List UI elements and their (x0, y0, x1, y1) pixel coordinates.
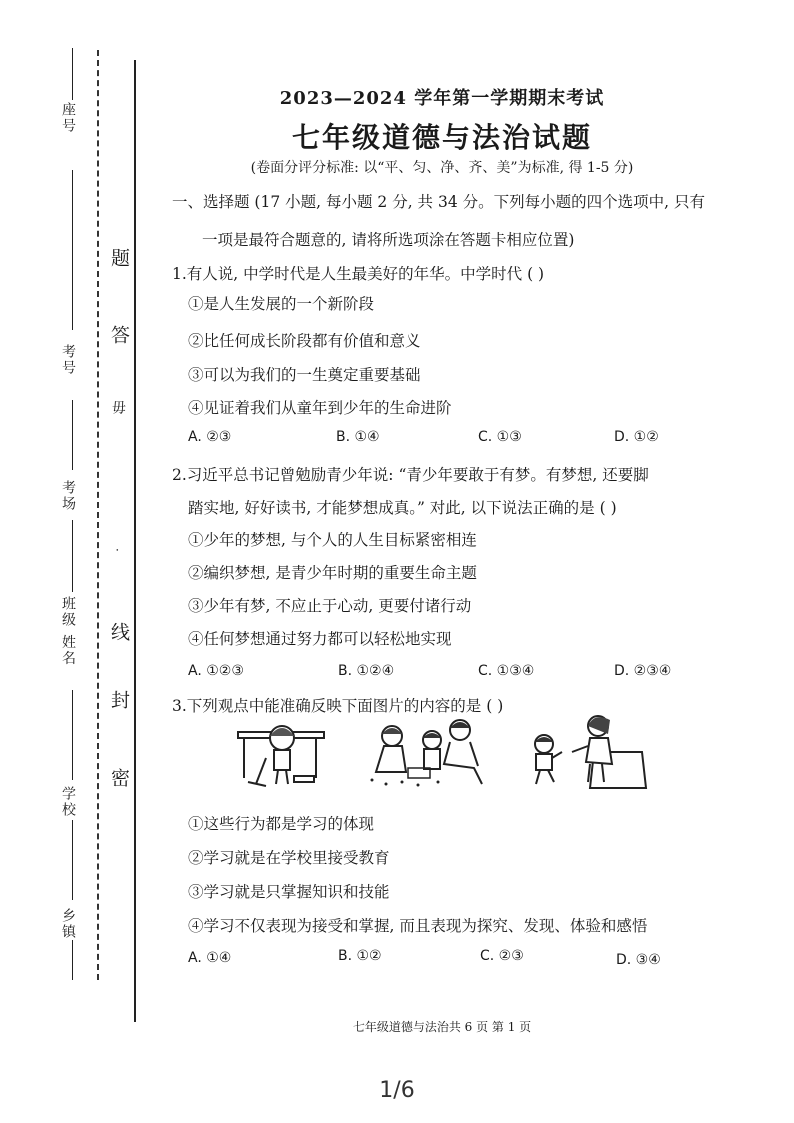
school-label: 学校 (60, 786, 76, 818)
q1-option-b[interactable]: B. ①④ (336, 429, 380, 445)
exam-title: 2023—2024 学年第一学期期末考试 (279, 88, 605, 109)
section-heading: 一、选择题 (17 小题, 每小题 2 分, 共 34 分。下列每小题的四个选项中, 只有 (172, 193, 705, 211)
q2-option-d[interactable]: D. ②③④ (614, 663, 672, 679)
q2-stem-cont: 踏实地, 好好读书, 才能梦想成真。” 对此, 以下说法正确的是 ( ) (188, 499, 617, 517)
q1-stem: 1.有人说, 中学时代是人生最美好的年华。中学时代 ( ) (172, 265, 545, 283)
exam-room-blank-line (72, 400, 73, 470)
exam-no-blank-line (72, 170, 73, 330)
exam-no-label: 考号 (60, 344, 76, 376)
q3-option-b[interactable]: B. ①② (338, 948, 382, 964)
class-name-label: 班级 姓名 (60, 596, 76, 667)
town-blank-line-bottom (72, 940, 73, 980)
section-heading-cont: 一项是最符合题意的, 请将所选项涂在答题卡相应位置) (202, 231, 575, 249)
seat-label: 座号 (60, 102, 76, 134)
q1-item-1: ①是人生发展的一个新阶段 (188, 295, 375, 313)
q1-option-d[interactable]: D. ①② (614, 429, 659, 445)
subject-title: 七年级道德与法治试题 (291, 121, 592, 154)
seal-char-xian: 线 (108, 622, 130, 641)
q2-stem: 2.习近平总书记曾勉励青少年说: “青少年要敢于有梦。有梦想, 还要脚 (172, 466, 649, 484)
q3-item-1: ①这些行为都是学习的体现 (188, 815, 375, 833)
q2-item-2: ②编织梦想, 是青少年时期的重要生命主题 (188, 564, 477, 582)
q2-item-1: ①少年的梦想, 与个人的人生目标紧密相连 (188, 531, 477, 549)
q1-option-a[interactable]: A. ②③ (188, 429, 232, 445)
q3-stem: 3.下列观点中能准确反映下面图片的内容的是 ( ) (172, 697, 504, 715)
q1-item-4: ④见证着我们从童年到少年的生命进阶 (188, 399, 452, 417)
child-sweeping-illustration (236, 718, 326, 790)
small-mark: · (110, 548, 124, 554)
q2-option-c[interactable]: C. ①③④ (478, 663, 535, 679)
seal-char-ti: 题 (108, 248, 130, 267)
q3-option-c[interactable]: C. ②③ (480, 948, 524, 964)
scoring-note: (卷面分评分标准: 以“平、匀、净、齐、美”为标准, 得 1-5 分) (250, 160, 634, 176)
seal-char-feng: 封 (108, 690, 130, 709)
exam-room-label: 考场 (60, 480, 76, 512)
page-indicator: 1/6 (379, 1078, 415, 1103)
q3-item-3: ③学习就是只掌握知识和技能 (188, 883, 390, 901)
seal-char-mi: 密 (108, 768, 130, 787)
q3-option-a[interactable]: A. ①④ (188, 950, 232, 966)
q1-option-c[interactable]: C. ①③ (478, 429, 522, 445)
q2-option-a[interactable]: A. ①②③ (188, 663, 244, 679)
q1-item-3: ③可以为我们的一生奠定重要基础 (188, 366, 421, 384)
seal-char-da: 答 (108, 325, 130, 344)
name-blank-line (72, 520, 73, 592)
school-blank-line (72, 690, 73, 780)
q1-item-2: ②比任何成长阶段都有价值和意义 (188, 332, 421, 350)
dashed-cut-line (97, 50, 99, 980)
margin-border-line (134, 60, 136, 1022)
family-crafting-illustration (362, 714, 492, 788)
q2-item-4: ④任何梦想通过努力都可以轻松地实现 (188, 630, 452, 648)
page-footer: 七年级道德与法治共 6 页 第 1 页 (352, 1020, 532, 1034)
town-blank-line (72, 820, 73, 900)
q3-item-4: ④学习不仅表现为接受和掌握, 而且表现为探究、发现、体验和感悟 (188, 917, 648, 935)
q2-item-3: ③少年有梦, 不应止于心动, 更要付诸行动 (188, 597, 472, 615)
town-label: 乡镇 (60, 908, 76, 940)
child-talking-to-mother-illustration (524, 712, 650, 792)
seal-char-wu: 毋 (110, 400, 126, 416)
q3-option-d[interactable]: D. ③④ (616, 952, 661, 968)
q2-option-b[interactable]: B. ①②④ (338, 663, 395, 679)
q3-item-2: ②学习就是在学校里接受教育 (188, 849, 390, 867)
